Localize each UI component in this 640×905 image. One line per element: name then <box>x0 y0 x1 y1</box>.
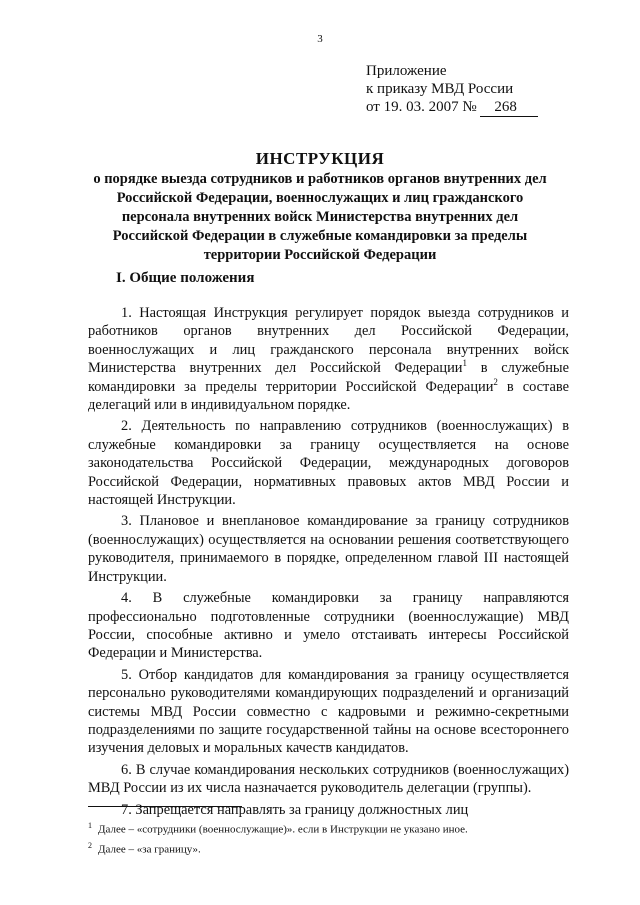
body-text <box>88 304 569 822</box>
paragraph-5: 5. Отбор кандидатов для командирования за границу осуществляется персонально руководителями командирующих подразделений и организаций системы МВД России совместно с кадровыми и режимно-секретными подразделениями по защите государственной тайны на основе всестороннего изучения деловых и моральных качеств кандидатов. <box>88 666 569 757</box>
footnote-1 <box>88 818 568 838</box>
title-line-1: о порядке выезда сотрудников и работников органов внутренних дел <box>93 171 547 187</box>
footnote-ref-1: 1 <box>462 358 467 369</box>
appendix-date-line <box>366 98 538 117</box>
footnote-1-text: Далее – «сотрудники (военнослужащие)». если в Инструкции не указано иное. <box>98 823 468 836</box>
paragraph-1-part-2: в служебные командировки за пределы территории Российской Федерации <box>88 360 569 395</box>
order-number: 268 <box>480 98 538 117</box>
title-line-5: территории Российской Федерации <box>203 247 437 263</box>
footnote-2-text: Далее – «за границу». <box>98 843 201 856</box>
title-line-2: Российской Федерации, военнослужащих и лиц гражданского <box>116 190 524 206</box>
footnote-2 <box>88 838 568 858</box>
footnote-2-mark: 2 <box>88 840 92 850</box>
document-title <box>40 148 600 265</box>
appendix-block <box>366 62 538 117</box>
paragraph-6: 6. В случае командирования нескольких сотрудников (военнослужащих) МВД России из их числа назначается руководитель делегации (группы). <box>88 761 569 797</box>
footnote-ref-2: 2 <box>493 376 498 387</box>
appendix-order-ref: к приказу МВД России <box>366 81 514 97</box>
paragraph-3: 3. Плановое и внеплановое командирование за границу сотрудников (военнослужащих) осуществляется на основании решения соответствующего руководителя, принимаемого в порядке, определенном главой III настоящей Инструкции. <box>88 513 569 585</box>
paragraph-1-part-1: 1. Настоящая Инструкция регулирует порядок выезда сотрудников и работников органов внутренних дел Российской Федерации, военнослужащих и лиц гражданского персонала внутренних войск Министерства внутренних дел Российской Федерации <box>88 305 569 377</box>
title-line-4: Российской Федерации в служебные командировки за пределы <box>112 228 528 244</box>
title-line-3: персонала внутренних войск Министерства внутренних дел <box>121 209 519 225</box>
paragraph-4: 4. В служебные командировки за границу направляются профессионально подготовленные сотрудники (военнослужащие) МВД России, способные активно и умело отстаивать интересы Российской Федерации и Министерства. <box>88 590 569 662</box>
paragraph-1 <box>88 304 569 414</box>
paragraph-1-part-3: в составе делегаций или в индивидуальном порядке. <box>88 378 569 414</box>
footnote-divider <box>88 806 242 807</box>
title-main: ИНСТРУКЦИЯ <box>255 149 385 168</box>
paragraph-7: 7. Запрещается направлять за границу должностных лиц <box>121 801 469 818</box>
page-number: 3 <box>317 33 323 45</box>
appendix-date: от 19. 03. 2007 № <box>366 99 477 115</box>
section-heading: I. Общие положения <box>116 270 255 286</box>
footnotes <box>88 818 568 857</box>
paragraph-2: 2. Деятельность по направлению сотрудников (военнослужащих) в служебные командировки за границу осуществляется на основе законодательства Российской Федерации, международных договоров Российской Федерации, нормативных правовых актов МВД России и настоящей Инструкции. <box>88 418 569 509</box>
appendix-label: Приложение <box>366 63 447 79</box>
footnote-1-mark: 1 <box>88 821 92 830</box>
